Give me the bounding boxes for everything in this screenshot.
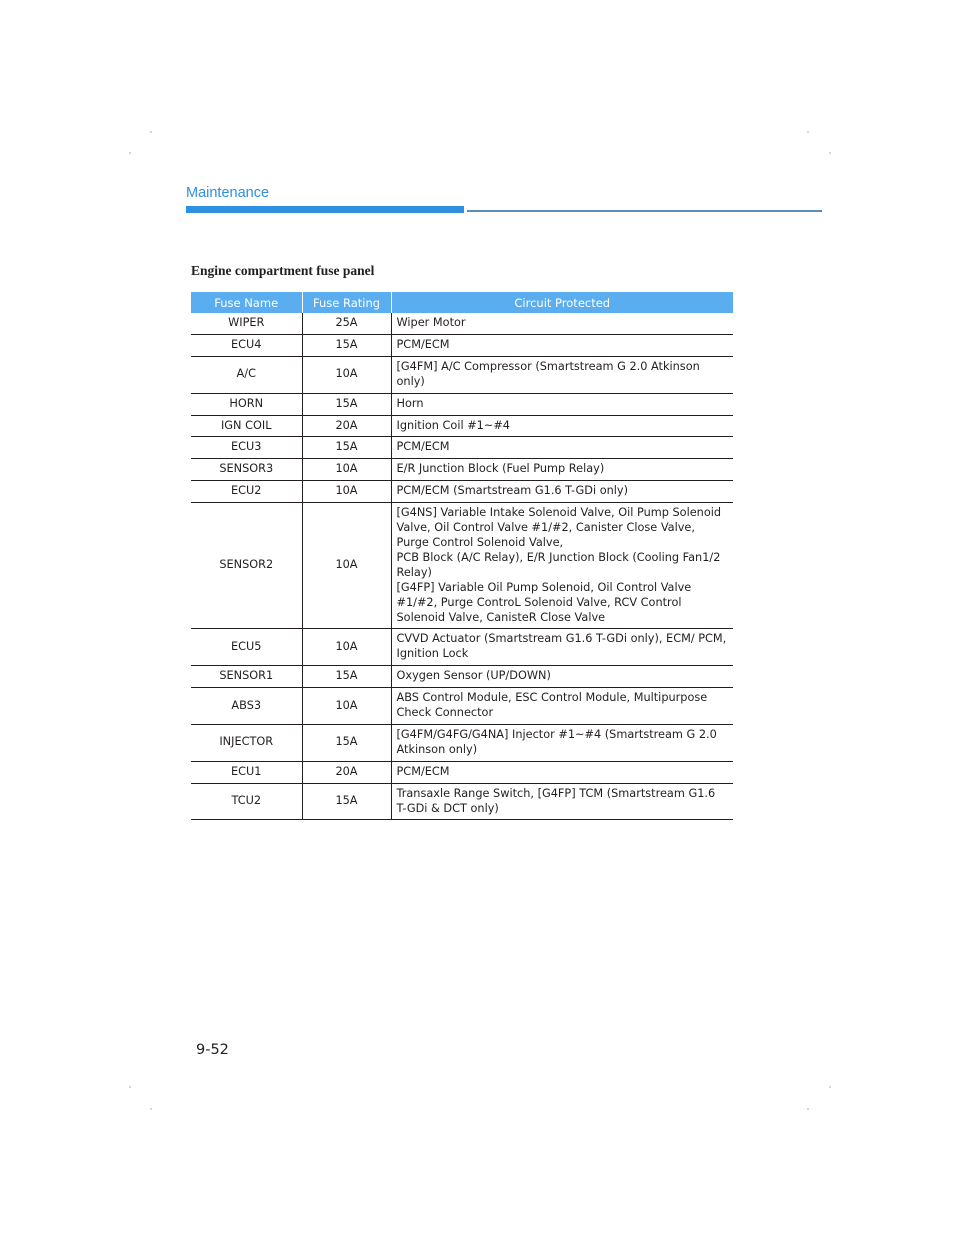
fuse-name-cell: ECU4 bbox=[191, 334, 302, 356]
table-row bbox=[191, 503, 733, 629]
circuit-protected-cell: ABS Control Module, ESC Control Module, Multipurpose Check Connector bbox=[391, 688, 733, 725]
fuse-table-body bbox=[191, 313, 733, 820]
circuit-protected-cell: Transaxle Range Switch, [G4FP] TCM (Smartstream G1.6 T-GDi & DCT only) bbox=[391, 783, 733, 820]
crop-mark bbox=[150, 1108, 152, 1110]
fuse-name-cell: ECU5 bbox=[191, 629, 302, 666]
fuse-rating-cell: 15A bbox=[302, 334, 391, 356]
fuse-rating-cell: 10A bbox=[302, 481, 391, 503]
fuse-name-cell: SENSOR3 bbox=[191, 459, 302, 481]
table-row bbox=[191, 459, 733, 481]
page-heading: Engine compartment fuse panel bbox=[191, 263, 375, 278]
crop-mark bbox=[129, 152, 131, 154]
table-header-row bbox=[191, 292, 733, 313]
table-row bbox=[191, 334, 733, 356]
circuit-protected-cell: Horn bbox=[391, 393, 733, 415]
table-row bbox=[191, 761, 733, 783]
table-row bbox=[191, 783, 733, 820]
crop-mark bbox=[829, 1086, 831, 1088]
circuit-protected-cell: PCM/ECM bbox=[391, 761, 733, 783]
table-row bbox=[191, 481, 733, 503]
fuse-rating-cell: 20A bbox=[302, 415, 391, 437]
fuse-rating-cell: 10A bbox=[302, 629, 391, 666]
circuit-protected-cell: Oxygen Sensor (UP/DOWN) bbox=[391, 666, 733, 688]
fuse-rating-cell: 10A bbox=[302, 356, 391, 393]
table-row bbox=[191, 393, 733, 415]
fuse-rating-cell: 10A bbox=[302, 503, 391, 629]
fuse-name-cell: ECU3 bbox=[191, 437, 302, 459]
circuit-protected-cell: [G4FM/G4FG/G4NA] Injector #1~#4 (Smartstream G 2.0 Atkinson only) bbox=[391, 724, 733, 761]
table-row bbox=[191, 356, 733, 393]
circuit-protected-cell: Ignition Coil #1~#4 bbox=[391, 415, 733, 437]
crop-mark bbox=[807, 1108, 809, 1110]
fuse-name-cell: TCU2 bbox=[191, 783, 302, 820]
fuse-rating-cell: 15A bbox=[302, 783, 391, 820]
fuse-name-cell: ABS3 bbox=[191, 688, 302, 725]
circuit-protected-cell: Wiper Motor bbox=[391, 313, 733, 334]
column-header-fuse-name: Fuse Name bbox=[191, 292, 302, 313]
page-number: 9-52 bbox=[196, 1042, 229, 1058]
section-rule-accent bbox=[186, 206, 464, 213]
circuit-protected-cell: E/R Junction Block (Fuel Pump Relay) bbox=[391, 459, 733, 481]
section-rule bbox=[467, 210, 822, 212]
fuse-name-cell: SENSOR2 bbox=[191, 503, 302, 629]
table-row bbox=[191, 629, 733, 666]
table-row bbox=[191, 313, 733, 334]
crop-mark bbox=[807, 131, 809, 133]
fuse-name-cell: WIPER bbox=[191, 313, 302, 334]
fuse-name-cell: HORN bbox=[191, 393, 302, 415]
table-row bbox=[191, 724, 733, 761]
crop-mark bbox=[129, 1086, 131, 1088]
circuit-protected-cell: PCM/ECM bbox=[391, 334, 733, 356]
fuse-name-cell: IGN COIL bbox=[191, 415, 302, 437]
fuse-name-cell: ECU1 bbox=[191, 761, 302, 783]
crop-mark bbox=[150, 131, 152, 133]
table-row bbox=[191, 415, 733, 437]
crop-mark bbox=[829, 152, 831, 154]
table-row bbox=[191, 688, 733, 725]
fuse-table bbox=[191, 292, 733, 820]
fuse-rating-cell: 15A bbox=[302, 393, 391, 415]
column-header-fuse-rating: Fuse Rating bbox=[302, 292, 391, 313]
table-row bbox=[191, 437, 733, 459]
fuse-rating-cell: 20A bbox=[302, 761, 391, 783]
circuit-protected-cell: [G4FM] A/C Compressor (Smartstream G 2.0 Atkinson only) bbox=[391, 356, 733, 393]
fuse-name-cell: SENSOR1 bbox=[191, 666, 302, 688]
fuse-rating-cell: 15A bbox=[302, 666, 391, 688]
circuit-protected-cell: CVVD Actuator (Smartstream G1.6 T-GDi only), ECM/ PCM, Ignition Lock bbox=[391, 629, 733, 666]
table-row bbox=[191, 666, 733, 688]
fuse-name-cell: INJECTOR bbox=[191, 724, 302, 761]
circuit-protected-cell: PCM/ECM bbox=[391, 437, 733, 459]
fuse-name-cell: ECU2 bbox=[191, 481, 302, 503]
fuse-rating-cell: 10A bbox=[302, 459, 391, 481]
fuse-name-cell: A/C bbox=[191, 356, 302, 393]
column-header-circuit-protected: Circuit Protected bbox=[391, 292, 733, 313]
circuit-protected-cell: [G4NS] Variable Intake Solenoid Valve, Oil Pump Solenoid Valve, Oil Control Valve #1/#2, Canister Close Valve, Purge Control Solenoid Valve, PCB Block (A/C Relay), E/R Junction Block (Cooling Fan1/2 Relay) [G4FP] Variable Oil Pump Solenoid, Oil Control Valve #1/#2, Purge ControL Solenoid Valve, RCV Control Solenoid Valve, CanisteR Close Valve bbox=[391, 503, 733, 629]
circuit-protected-cell: PCM/ECM (Smartstream G1.6 T-GDi only) bbox=[391, 481, 733, 503]
fuse-rating-cell: 25A bbox=[302, 313, 391, 334]
fuse-rating-cell: 15A bbox=[302, 437, 391, 459]
section-title: Maintenance bbox=[186, 185, 270, 201]
fuse-rating-cell: 10A bbox=[302, 688, 391, 725]
fuse-rating-cell: 15A bbox=[302, 724, 391, 761]
